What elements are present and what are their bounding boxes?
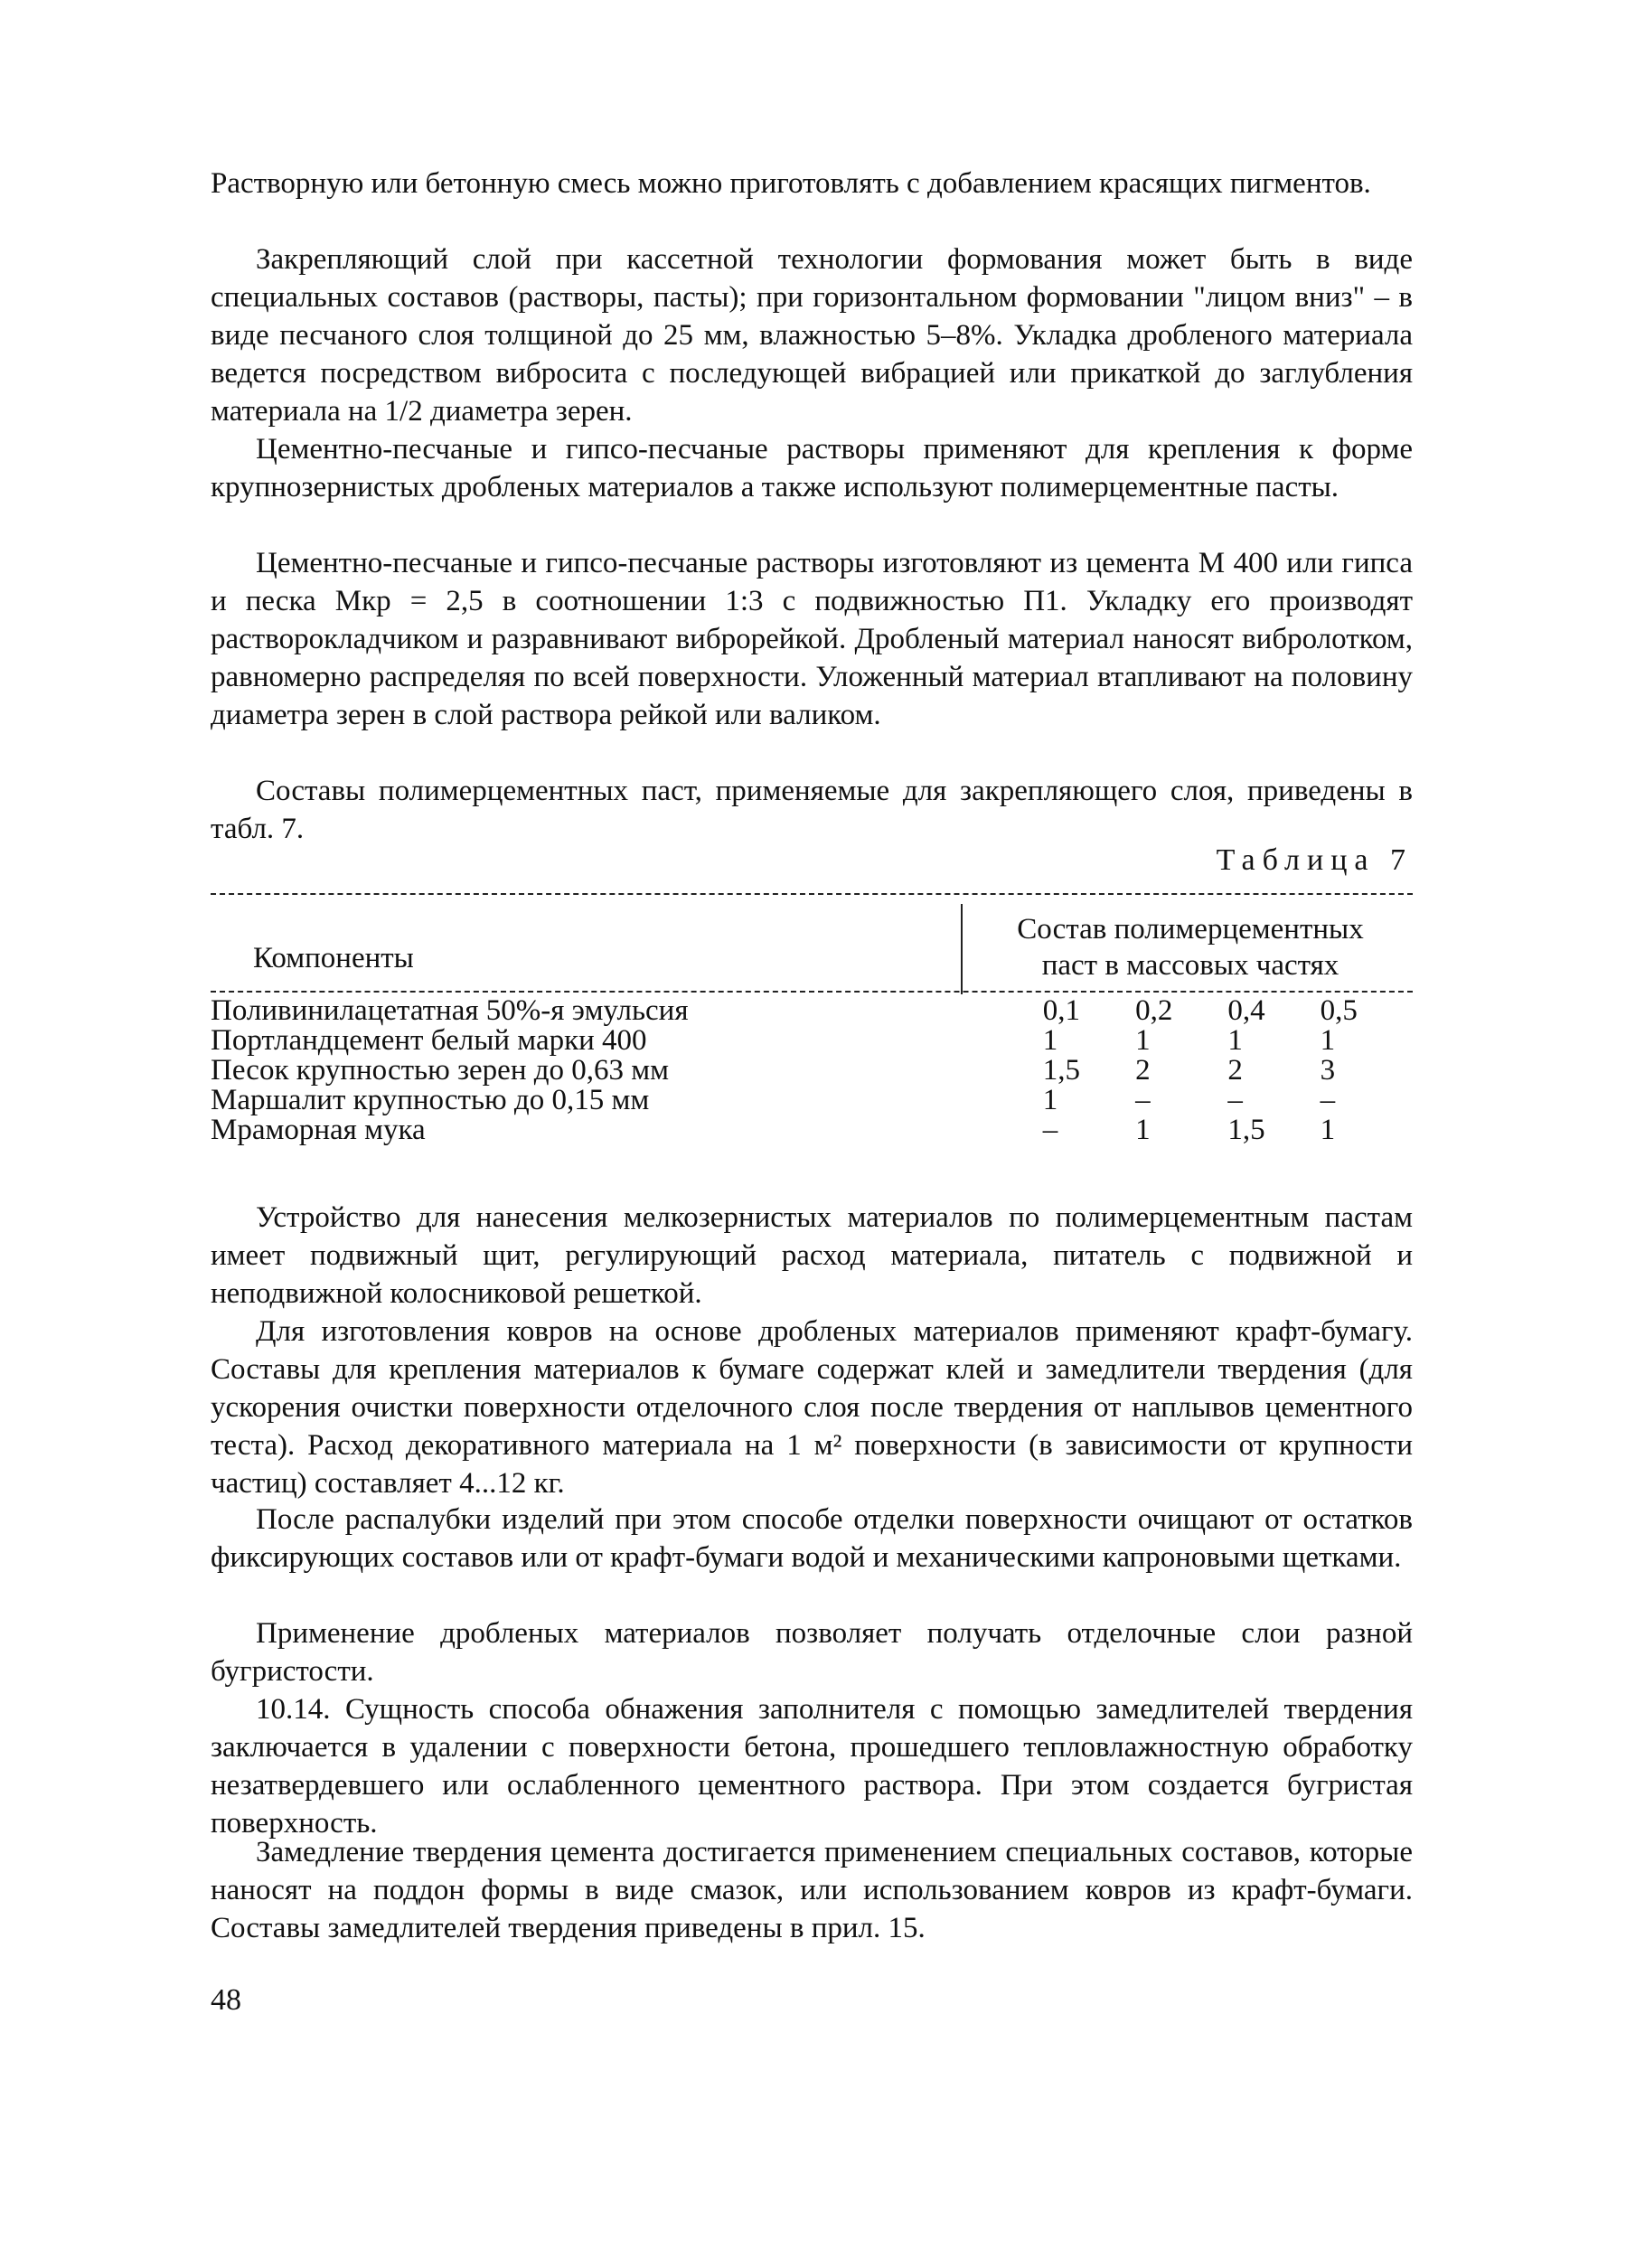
table-cell-value: 1 bbox=[1320, 1024, 1336, 1057]
table-caption: Таблица 7 bbox=[1216, 843, 1413, 877]
table-cell-value: 2 bbox=[1135, 1054, 1151, 1087]
table-cell-value: 2 bbox=[1227, 1054, 1243, 1087]
paragraph-fixing-layer: Закрепляющий слой при кассетной технологии формования может быть в виде специальных составов (растворы, пасты); при горизонтальном формовании "лицом вниз" – в виде песчаного слоя толщиной до 25 мм, влажностью 5–8%. Укладка дробленого материала ведется посредством вибросита с последующей вибрацией или прикаткой до заглубления материала на 1/2 диаметра зерен. bbox=[211, 243, 1413, 428]
table-row bbox=[211, 1026, 1413, 1056]
page-number: 48 bbox=[211, 1983, 241, 2017]
table-cell-component: Песок крупностью зерен до 0,63 мм bbox=[211, 1054, 670, 1087]
table-header-composition-line1: Состав полимерцементных bbox=[1017, 913, 1364, 946]
table-row bbox=[211, 1086, 1413, 1115]
paragraph-table-reference: Составы полимерцементных паст, применяемые для закрепляющего слоя, приведены в табл. 7. bbox=[211, 775, 1413, 845]
table-cell-value: 1 bbox=[1135, 1024, 1151, 1057]
table-cell-value: – bbox=[1135, 1084, 1151, 1116]
table-cell-component: Мраморная мука bbox=[211, 1114, 426, 1146]
table-row bbox=[211, 1115, 1413, 1145]
table-cell-value: 0,5 bbox=[1320, 994, 1358, 1027]
paragraph-cement-sand-prep: Цементно-песчаные и гипсо-песчаные растворы изготовляют из цемента М 400 или гипса и песка Мкр = 2,5 в соотношении 1:3 с подвижностью П1. Укладку его производят растворокладчиком и разравнивают виброрейкой. Дробленый материал наносят вибролотком, равномерно распределяя по всей поверхности. Уложенный материал втапливают на половину диаметра зерен в слой раствора рейкой или валиком. bbox=[211, 547, 1413, 731]
table-header-components: Компоненты bbox=[253, 942, 414, 974]
composition-table bbox=[211, 996, 1413, 1145]
table-cell-value: 0,1 bbox=[1042, 994, 1081, 1027]
paragraph-pigments: Растворную или бетонную смесь можно приготовлять с добавлением красящих пигментов. bbox=[211, 167, 1371, 200]
table-cell-value: – bbox=[1227, 1084, 1243, 1116]
table-header-composition bbox=[969, 911, 1412, 983]
table-cell-value: 1 bbox=[1042, 1024, 1058, 1057]
table-cell-value: 1 bbox=[1042, 1084, 1058, 1116]
paragraph-carpets: Для изготовления ковров на основе дробленых материалов применяют крафт-бумагу. Составы для крепления материалов к бумаге содержат клей и замедлители твердения (для ускорения очистки поверхности отделочного слоя после твердения от наплывов цементного теста). Расход декоративного материала на 1 м² поверхности (в зависимости от крупности частиц) составляет 4...12 кг. bbox=[211, 1315, 1413, 1500]
table-top-rule bbox=[211, 893, 1413, 895]
table-cell-value: 1,5 bbox=[1042, 1054, 1081, 1087]
table-cell-component: Маршалит крупностью до 0,15 мм bbox=[211, 1084, 650, 1116]
table-cell-value: 1,5 bbox=[1227, 1114, 1265, 1146]
table-cell-value: 3 bbox=[1320, 1054, 1336, 1087]
table-header-separator bbox=[961, 904, 963, 994]
table-cell-value: 1 bbox=[1320, 1114, 1336, 1146]
paragraph-cement-sand-use: Цементно-песчаные и гипсо-песчаные растворы применяют для крепления к форме крупнозернистых дробленых материалов а также используют полимерцементные пасты. bbox=[211, 433, 1413, 503]
table-cell-value: – bbox=[1042, 1114, 1058, 1146]
table-cell-component: Портландцемент белый марки 400 bbox=[211, 1024, 647, 1057]
paragraph-section-10-14: 10.14. Сущность способа обнажения заполнителя с помощью замедлителей твердения заключается в удалении с поверхности бетона, прошедшего тепловлажностную обработку незатвердевшего или ослабленного цементного раствора. При этом создается бугристая поверхность. bbox=[211, 1693, 1413, 1840]
table-cell-component: Поливинилацетатная 50%-я эмульсия bbox=[211, 994, 689, 1027]
table-header-rule bbox=[211, 991, 1413, 993]
paragraph-roughness: Применение дробленых материалов позволяет получать отделочные слои разной бугристости. bbox=[211, 1617, 1413, 1688]
table-row bbox=[211, 996, 1413, 1026]
paragraph-retarders: Замедление твердения цемента достигается применением специальных составов, которые наносят на поддон формы в виде смазок, или использованием ковров из крафт-бумаги. Составы замедлителей твердения приведены в прил. 15. bbox=[211, 1836, 1413, 1944]
table-cell-value: 0,4 bbox=[1227, 994, 1265, 1027]
paragraph-device: Устройство для нанесения мелкозернистых материалов по полимерцементным пастам имеет подвижный щит, регулирующий расход материала, питатель с подвижной и неподвижной колосниковой решеткой. bbox=[211, 1201, 1413, 1310]
table-cell-value: – bbox=[1320, 1084, 1336, 1116]
table-header-composition-line2: паст в массовых частях bbox=[1041, 949, 1340, 982]
paragraph-stripping: После распалубки изделий при этом способе отделки поверхности очищают от остатков фиксирующих составов или от крафт-бумаги водой и механическими капроновыми щетками. bbox=[211, 1503, 1413, 1574]
table-row bbox=[211, 1056, 1413, 1086]
table-cell-value: 1 bbox=[1227, 1024, 1243, 1057]
table-cell-value: 1 bbox=[1135, 1114, 1151, 1146]
table-cell-value: 0,2 bbox=[1135, 994, 1173, 1027]
